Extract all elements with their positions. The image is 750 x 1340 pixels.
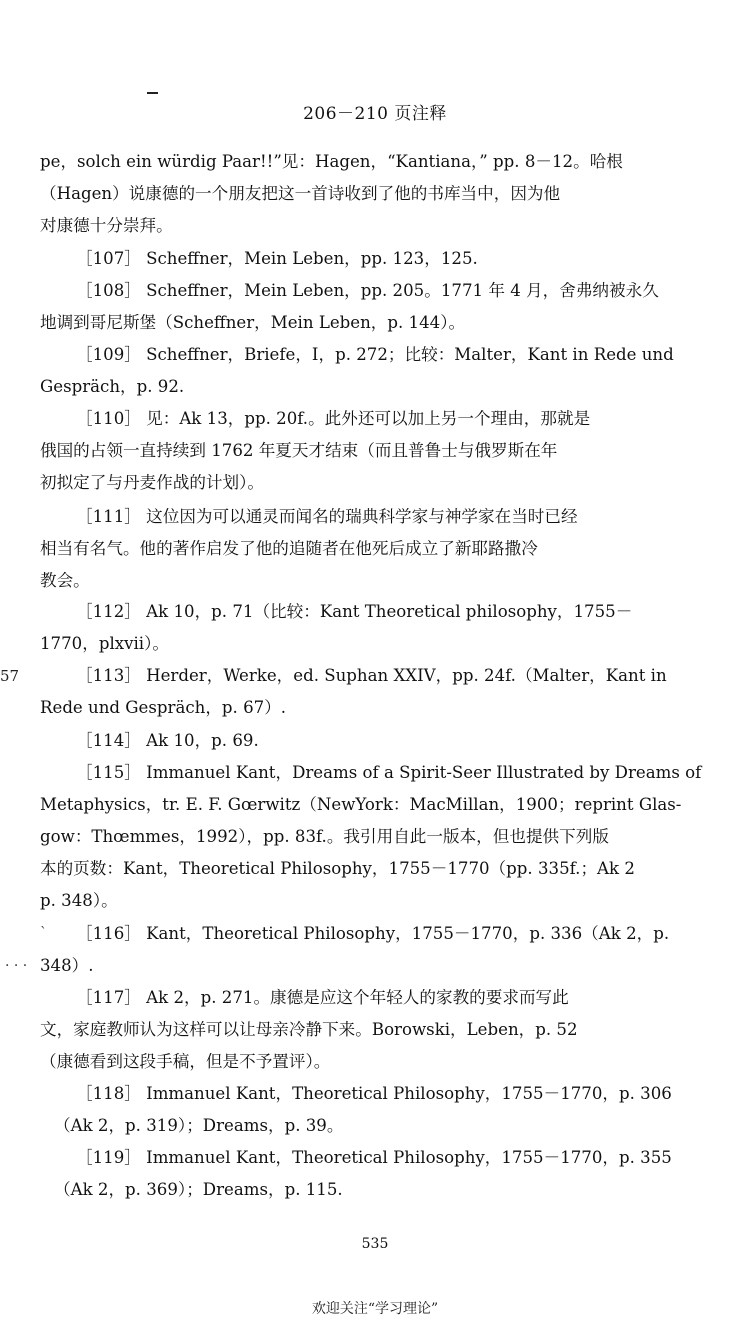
header-dash [147,92,158,94]
footnote-112: ［112］ Ak 10，p. 71（比较：Kant Theoretical philosophy，1755－ [76,602,633,621]
text-line: 348）. [40,956,94,975]
footer-watermark: 欢迎关注“学习理论” [311,1301,439,1317]
text-line: （康德看到这段手稿，但是不予置评）。 [40,1052,331,1071]
text-line: 初拟定了与丹麦作战的计划）。 [40,473,265,492]
footnote-119: ［119］ Immanuel Kant，Theoretical Philosophy，1755－1770，p. 355 [76,1148,672,1167]
text-line: pe，solch ein würdig Paar!!”见：Hagen，“Kantiana，” pp. 8－12。哈根 [40,152,623,171]
stray-mark: · · · [5,958,28,974]
text-line: 俄国的占领一直持续到 1762 年夏天才结束（而且普鲁士与俄罗斯在年 [40,441,558,460]
text-line: gow：Thœmmes，1992），pp. 83f.。我引用自此一版本，但也提供下列版 [40,827,609,846]
margin-page-number: 57 [0,667,20,685]
text-line: 对康德十分崇拜。 [40,216,173,235]
text-line: Gespräch，p. 92. [40,377,185,396]
text-line: （Ak 2，p. 319）；Dreams，p. 39。 [54,1116,344,1135]
text-line: 地调到哥尼斯堡（Scheffner，Mein Leben，p. 144）。 [40,313,466,332]
footnote-117: ［117］ Ak 2，p. 271。康德是应这个年轻人的家教的要求而写此 [76,988,569,1007]
text-line: 1770，plxvii）。 [40,634,169,653]
footnote-107: ［107］ Scheffner，Mein Leben，pp. 123，125. [76,249,478,268]
footnote-114: ［114］ Ak 10，p. 69. [76,731,259,750]
text-line: 相当有名气。他的著作启发了他的追随者在他死后成立了新耶路撒冷 [40,539,538,558]
footnote-115: ［115］ Immanuel Kant，Dreams of a Spirit-Seer Illustrated by Dreams of [76,763,702,782]
footnote-108: ［108］ Scheffner，Mein Leben，pp. 205。1771 年 4 月，舍弗纳被永久 [76,281,659,300]
footnote-118: ［118］ Immanuel Kant，Theoretical Philosophy，1755－1770，p. 306 [76,1084,672,1103]
stray-mark: ` [40,925,47,941]
text-line: 文，家庭教师认为这样可以让母亲冷静下来。Borowski，Leben，p. 52 [40,1020,578,1039]
text-line: Metaphysics，tr. E. F. Gœrwitz（NewYork：MacMillan，1900；reprint Glas- [40,795,682,814]
text-line: （Hagen）说康德的一个朋友把这一首诗收到了他的书库当中，因为他 [40,184,561,203]
text-line: 本的页数：Kant，Theoretical Philosophy，1755－1770（pp. 335f.；Ak 2 [40,859,635,878]
footnote-116: ［116］ Kant，Theoretical Philosophy，1755－1770，p. 336（Ak 2，p. [76,924,670,943]
text-line: 教会。 [40,571,90,590]
text-line: Rede und Gespräch，p. 67）. [40,698,287,717]
footnote-113: ［113］ Herder，Werke，ed. Suphan XXIV，pp. 24f.（Malter，Kant in [76,666,667,685]
text-line: p. 348）。 [40,891,118,910]
footnote-111: ［111］ 这位因为可以通灵而闻名的瑞典科学家与神学家在当时已经 [76,507,578,526]
footnote-109: ［109］ Scheffner，Briefe，I，p. 272；比较：Malter，Kant in Rede und [76,345,674,364]
page-number: 535 [361,1236,389,1252]
text-line: （Ak 2，p. 369）；Dreams，p. 115. [54,1180,343,1199]
footnote-110: ［110］ 见：Ak 13，pp. 20f.。此外还可以加上另一个理由，那就是 [76,409,591,428]
page-header: 206－210 页注释 [303,104,447,124]
